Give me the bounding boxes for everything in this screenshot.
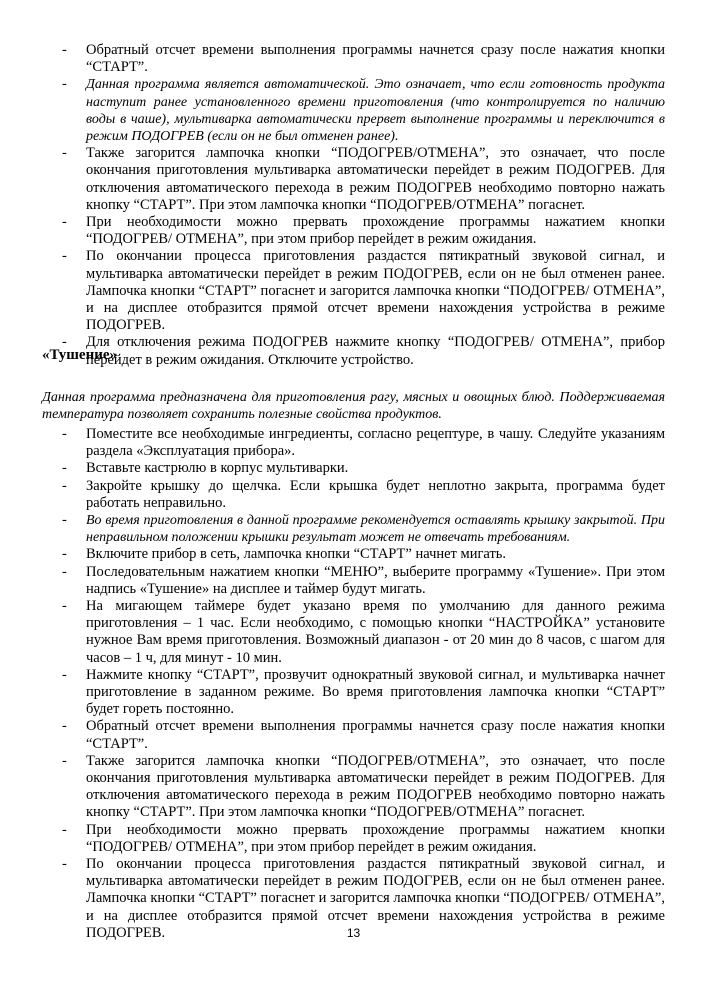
list-item — [0, 248, 707, 334]
list-item — [0, 76, 707, 145]
bullet-dash: - — [62, 334, 67, 351]
list-item — [0, 512, 707, 546]
list-item — [0, 478, 707, 512]
list-item — [0, 426, 707, 460]
list-item — [0, 822, 707, 856]
list-item-text: Обратный отсчет времени выполнения программы начнется сразу после нажатия кнопки “СТАРТ”. — [86, 42, 665, 76]
bullet-dash: - — [62, 546, 67, 563]
bullet-dash: - — [62, 718, 67, 735]
list-item — [0, 667, 707, 719]
list-item-text: При необходимости можно прервать прохождение программы нажатием кнопки “ПОДОГРЕВ/ ОТМЕНА”, при этом прибор перейдет в режим ожидания. — [86, 214, 665, 248]
bullet-dash: - — [62, 145, 67, 162]
list-item-text: Закройте крышку до щелчка. Если крышка будет неплотно закрыта, программа будет работать неправильно. — [86, 477, 665, 511]
list-item-text: Обратный отсчет времени выполнения программы начнется сразу после нажатия кнопки “СТАРТ”. — [86, 718, 665, 752]
list-item-text: Для отключения режима ПОДОГРЕВ нажмите кнопку “ПОДОГРЕВ/ ОТМЕНА”, прибор перейдет в режим ожидания. Отключите устройство. — [86, 334, 665, 368]
bullet-dash: - — [62, 477, 67, 494]
list-item — [0, 598, 707, 667]
list-item — [0, 145, 707, 214]
list-item — [0, 460, 707, 477]
bullet-dash: - — [62, 666, 67, 683]
list-item — [0, 718, 707, 752]
section-heading: «Тушение» — [42, 347, 118, 363]
list-item — [0, 42, 707, 76]
list-item — [0, 546, 707, 563]
list-item-text: Поместите все необходимые ингредиенты, согласно рецептуре, в чашу. Следуйте указаниям раздела «Эксплуатация прибора». — [86, 426, 665, 460]
list-item-text: Во время приготовления в данной программе рекомендуется оставлять крышку закрытой. При неправильном положении крышки результат может не отвечать требованиям. — [86, 513, 665, 546]
bullet-dash: - — [62, 752, 67, 769]
list-item-text: Вставьте кастрюлю в корпус мультиварки. — [86, 460, 349, 477]
bullet-dash: - — [62, 248, 67, 265]
bullet-dash: - — [62, 460, 67, 477]
bullet-dash: - — [62, 512, 67, 529]
bullet-dash: - — [62, 426, 67, 442]
instruction-list-2 — [0, 426, 707, 942]
bullet-dash: - — [62, 563, 67, 580]
list-item-text: Последовательным нажатием кнопки “МЕНЮ”, выберите программу «Тушение». При этом надпись «Тушение» на дисплее и таймер будут мигать. — [86, 563, 665, 597]
list-item-text: Включите прибор в сеть, лампочка кнопки “СТАРТ” начнет мигать. — [86, 546, 507, 563]
list-item — [0, 564, 707, 598]
bullet-dash: - — [62, 821, 67, 838]
list-item-text: На мигающем таймере будет указано время по умолчанию для данного режима приготовления – 1 час. Если необходимо, с помощью кнопки “НАСТРОЙКА” установите нужное Вам время приготовления. Возможный диапазон - от 20 мин до 8 часов, с шагом для часов – 1 ч, для минут - 10 мин. — [86, 598, 665, 666]
list-item-text: По окончании процесса приготовления раздастся пятикратный звуковой сигнал, и мультиварка автоматически перейдет в режим ПОДОГРЕВ, если он не был отменен ранее. Лампочка кнопки “СТАРТ” погаснет и загорится лампочка кнопки “ПОДОГРЕВ/ ОТМЕНА”, и на дисплее отобразится прямой отсчет времени нахождения устройства в режиме ПОДОГРЕВ. — [86, 248, 665, 334]
list-item-text: Данная программа является автоматической. Это означает, что если готовность продукта наступит ранее установленного времени приготовления (что контролируется по наличию воды в чаше), мультиварка автоматически прервет выполнение программы и переключится в режим ПОДОГРЕВ (если он не был отменен ранее). — [86, 77, 665, 145]
list-item-text: Также загорится лампочка кнопки “ПОДОГРЕВ/ОТМЕНА”, это означает, что после окончания приготовления мультиварка автоматически перейдет в режим ПОДОГРЕВ. Для отключения автоматического перехода в режим ПОДОГРЕВ необходимо повторно нажать кнопку “СТАРТ”. При этом лампочка кнопки “ПОДОГРЕВ/ОТМЕНА” погаснет. — [86, 145, 665, 213]
instruction-list-1 — [0, 42, 707, 369]
list-item-text: По окончании процесса приготовления раздастся пятикратный звуковой сигнал, и мультиварка автоматически перейдет в режим ПОДОГРЕВ, если он не был отменен ранее. Лампочка кнопки “СТАРТ” погаснет и загорится лампочка кнопки “ПОДОГРЕВ/ ОТМЕНА”, и на дисплее отобразится прямой отсчет времени нахождения устройства в режиме ПОДОГРЕВ. — [86, 856, 665, 941]
bullet-dash: - — [62, 598, 67, 615]
list-item-text: Нажмите кнопку “СТАРТ”, прозвучит однократный звуковой сигнал, и мультиварка начнет приготовление в заданном режиме. Во время приготовления лампочка кнопки “СТАРТ” будет гореть постоянно. — [86, 666, 665, 718]
list-item-text: При необходимости можно прервать прохождение программы нажатием кнопки “ПОДОГРЕВ/ ОТМЕНА”, при этом прибор перейдет в режим ожидания. — [86, 821, 665, 855]
bullet-dash: - — [62, 42, 67, 58]
page-number: 13 — [346, 926, 361, 940]
list-item — [0, 753, 707, 822]
bullet-dash: - — [62, 856, 67, 873]
list-item — [0, 214, 707, 248]
list-item-text: Также загорится лампочка кнопки “ПОДОГРЕВ/ОТМЕНА”, это означает, что после окончания приготовления мультиварка автоматически перейдет в режим ПОДОГРЕВ. Для отключения автоматического перехода в режим ПОДОГРЕВ необходимо повторно нажать кнопку “СТАРТ”. При этом лампочка кнопки “ПОДОГРЕВ/ОТМЕНА” погаснет. — [86, 752, 665, 821]
bullet-dash: - — [62, 214, 67, 231]
section-intro: Данная программа предназначена для приготовления рагу, мясных и овощных блюд. Поддерживаемая температура позволяет сохранить полезные свойства продуктов. — [42, 390, 665, 423]
bullet-dash: - — [62, 76, 67, 93]
